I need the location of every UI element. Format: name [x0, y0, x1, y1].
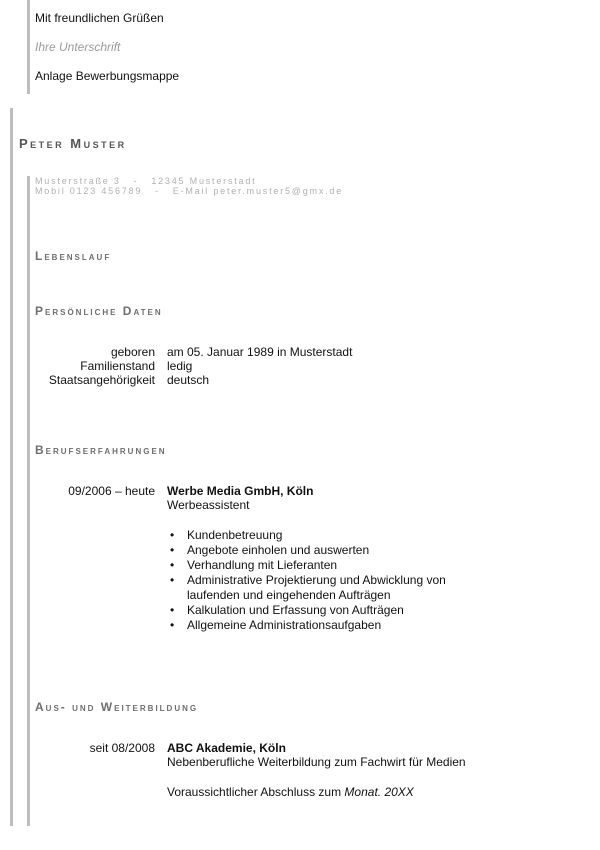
education-completion-date: Monat. 20XX	[344, 785, 414, 799]
personal-label-birth: geboren	[110, 345, 155, 359]
page2-outer-rule	[10, 108, 13, 826]
contact-address: Musterstraße 3 - 12345 Musterstadt	[35, 176, 257, 186]
personal-value-nationality: deutsch	[167, 373, 210, 387]
personal-label-nationality: Staatsangehörigkeit	[48, 373, 155, 387]
task-item: • Kalkulation und Erfassung von Aufträgen	[167, 603, 446, 618]
task-item: • Angebote einholen und auswerten	[167, 543, 446, 558]
task-item: • Allgemeine Administrationsaufgaben	[167, 618, 446, 633]
experience-period: 09/2006 – heute	[68, 484, 155, 498]
task-item-line1: Administrative Projektierung und Abwicklung von	[187, 573, 446, 587]
education-institution-name: ABC Akademie, Köln	[167, 741, 286, 755]
personal-label-marital: Familienstand	[80, 359, 155, 373]
page2-inner-rule	[27, 176, 30, 826]
education-period: seit 08/2008	[89, 741, 155, 755]
education-description: Nebenberufliche Weiterbildung zum Fachwirt für Medien	[167, 755, 466, 769]
education-completion	[167, 785, 414, 799]
education-institution	[167, 741, 286, 755]
attachment-note: Anlage Bewerbungsmappe	[35, 69, 180, 83]
signature-placeholder: Ihre Unterschrift	[35, 40, 121, 54]
experience-company	[167, 484, 313, 498]
task-item	[167, 573, 446, 603]
task-item-line2: laufenden und eingehenden Aufträgen	[187, 588, 391, 602]
personal-value-marital: ledig	[167, 359, 193, 373]
task-item: • Verhandlung mit Lieferanten	[167, 558, 446, 573]
education-heading: Aus- und Weiterbildung	[35, 700, 199, 714]
task-item: • Kundenbetreuung	[167, 528, 446, 543]
experience-role: Werbeassistent	[167, 498, 250, 512]
closing-greeting: Mit freundlichen Grüßen	[35, 11, 164, 25]
cv-title: Lebenslauf	[35, 249, 112, 263]
personal-data-heading: Persönliche Daten	[35, 304, 163, 318]
experience-task-list	[167, 528, 446, 633]
personal-value-birth: am 05. Januar 1989 in Musterstadt	[167, 345, 353, 359]
education-completion-prefix: Voraussichtlicher Abschluss zum	[167, 785, 342, 799]
experience-heading: Berufserfahrungen	[35, 443, 167, 457]
applicant-name: Peter Muster	[19, 136, 127, 151]
experience-company-name: Werbe Media GmbH, Köln	[167, 484, 314, 498]
page1-left-rule	[27, 0, 30, 94]
contact-phone-email: Mobil 0123 456789 - E-Mail peter.muster5@gmx.de	[35, 186, 344, 196]
